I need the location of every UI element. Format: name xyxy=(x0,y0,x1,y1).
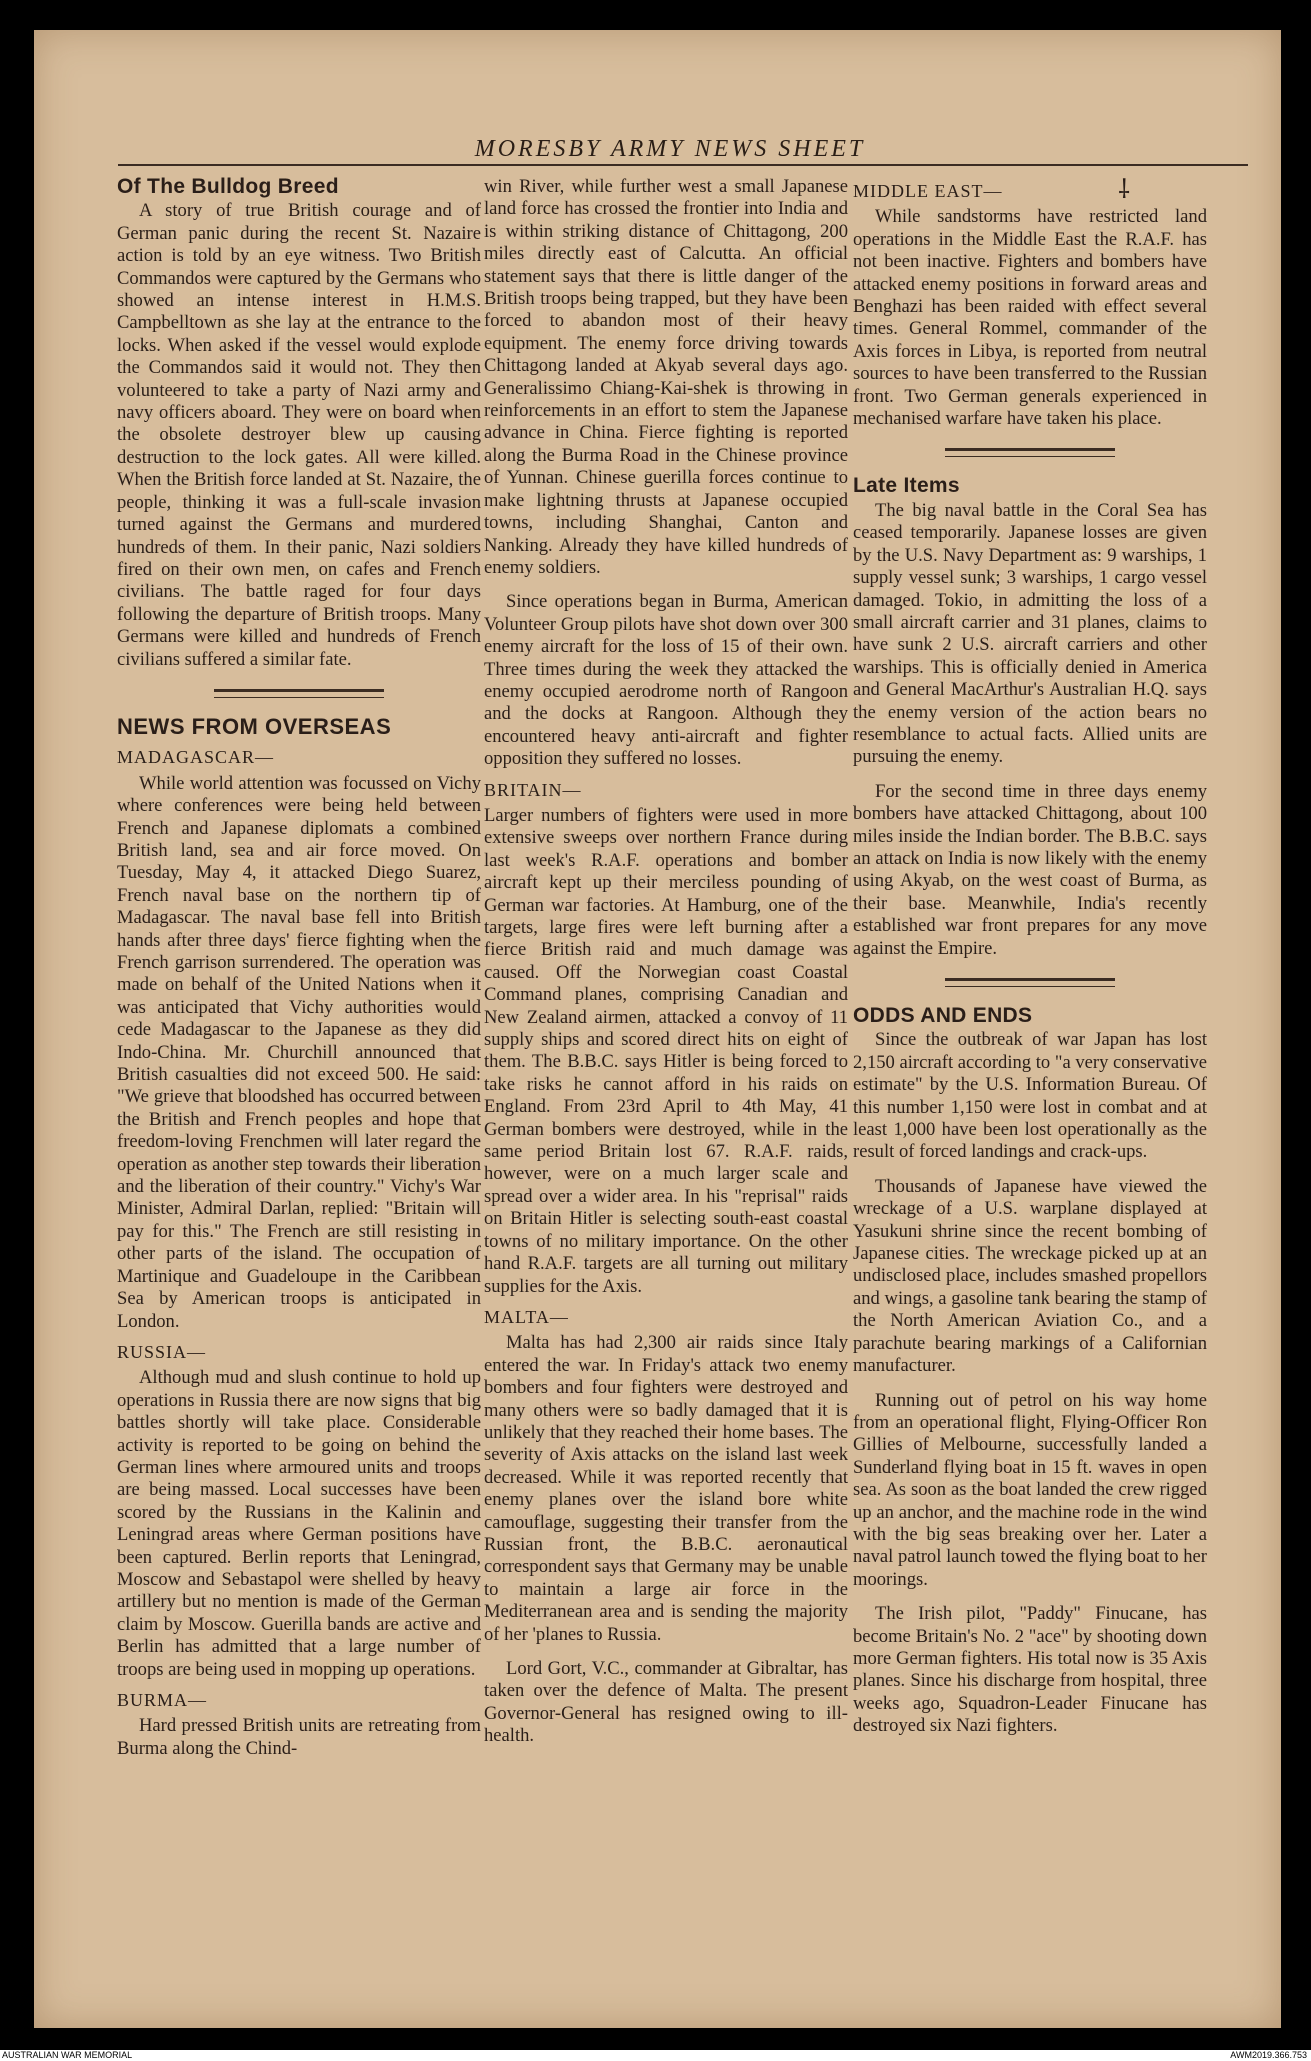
column-2 xyxy=(484,176,848,1748)
article-bulldog-breed: A story of true British courage and of German panic during the recent St. Nazaire action is told by an eye witness. Two British Commandos were captured by the Germans who showed an intense interest in H.M.S. Campbelltown as she lay at the entrance to the locks. When asked if the vessel would explode the Commandos said it would not. They then volunteered to take a party of Nazi army and navy officers aboard. They were on board when the obsolete destroyer blew up causing destruction to the lock gates. All were killed. When the British force landed at St. Nazaire, the people, thinking it was a full-scale invasion turned against the Germans and murdered hundreds of them. In their panic, Nazi soldiers fired on their own men, on cafes and French civilians. The battle raged for four days following the departure of British troops. Many Germans were killed and hundreds of French civilians suffered a similar fate. xyxy=(117,200,481,670)
subhead-britain: BRITAIN— xyxy=(484,779,582,800)
footer-accession-number: AWM2019.366.753 xyxy=(1230,2050,1307,2060)
subhead-malta: MALTA— xyxy=(484,1306,569,1327)
article-russia: Although mud and slush continue to hold up operations in Russia there are now signs that big battles shortly will take place. Considerable activity is reported to be going on behind the German lines where armoured units and troops are being massed. Local successes have been scored by the Russians in the Kalinin and Leningrad areas where German positions have been captured. Berlin reports that Leningrad, Moscow and Sebastapol were shelled by heavy artillery but no mention is made of the German claim by Moscow. Guerilla bands are active and Berlin has admitted that a large number of troops are being used in mopping up operations. xyxy=(117,1367,481,1680)
article-coral-sea: The big naval battle in the Coral Sea has ceased temporarily. Japanese losses are given by the U.S. Navy Department as: 9 warships, 1 supply vessel sunk; 3 warships, 1 cargo vessel damaged. Tokio, in admitting the loss of a small aircraft carrier and 31 planes, claims to have sunk 2 U.S. aircraft carriers and other warships. This is officially denied in America and General MacArthur's Australian H.Q. says the enemy version of the action bears no resemblance to actual facts. Allied units are pursuing the enemy. xyxy=(853,499,1207,768)
article-finucane: The Irish pilot, "Paddy" Finucane, has become Britain's No. 2 "ace" by shooting down more German fighters. His total now is 35 Axis planes. Since his discharge from hospital, three weeks ago, Squadron-Leader Finucane has destroyed six Nazi fighters. xyxy=(853,1603,1207,1737)
footer-bar xyxy=(0,2050,1311,2061)
column-3 xyxy=(853,176,1207,1738)
headline-odds-and-ends: ODDS AND ENDS xyxy=(853,1004,1033,1027)
headline-news-from-overseas: NEWS FROM OVERSEAS xyxy=(117,713,392,739)
article-japan-aircraft-losses: Since the outbreak of war Japan has lost 2,150 aircraft according to "a very conservative estimate" by the U.S. Information Bureau. Of this number 1,150 were lost in combat and at least 1,000 have been lost operationally as the result of forced landings and crack-ups. xyxy=(853,1029,1207,1163)
margin-mark: ⸸ xyxy=(1118,175,1131,205)
masthead-rule xyxy=(118,164,1248,166)
article-middle-east: While sandstorms have restricted land operations in the Middle East the R.A.F. has not been inactive. Fighters and bombers have attacked enemy positions in forward areas and Benghazi has been raided with effect several times. General Rommel, commander of the Axis forces in Libya, is reported from neutral sources to have been transferred to the Russian front. Two German generals experienced in mechanised warfare have taken his place. xyxy=(853,206,1207,430)
article-sunderland-landing: Running out of petrol on his way home from an operational flight, Flying-Officer Ron Gillies of Melbourne, successfully landed a Sunderland flying boat in 15 ft. waves in open sea. As soon as the boat landed the crew rigged up an anchor, and the machine rode in the wind with the big seas breaking over her. Later a naval patrol launch towed the flying boat to her moorings. xyxy=(853,1389,1207,1590)
subhead-burma: BURMA— xyxy=(117,1690,208,1710)
subhead-middle-east: MIDDLE EAST— xyxy=(853,181,1003,201)
article-avg-pilots: Since operations began in Burma, American Volunteer Group pilots have shot down over 300 enemy aircraft for the loss of 15 of their own. Three times during the week they attacked the enemy occupied aerodrome north of Rangoon and the docks at Rangoon. Although they encountered heavy anti-aircraft and fighter opposition they suffered no losses. xyxy=(484,591,848,770)
article-lord-gort: Lord Gort, V.C., commander at Gibraltar, has taken over the defence of Malta. The present Governor-General has resigned owing to ill-health. xyxy=(484,1658,848,1747)
headline-late-items: Late Items xyxy=(853,474,960,498)
article-yasukuni-wreckage: Thousands of Japanese have viewed the wreckage of a U.S. warplane displayed at Yasukuni shrine since the recent bombing of Japanese cities. The wreckage picked up at an undisclosed place, includes smashed propellors and wings, a gasoline tank bearing the stamp of the North American Aviation Co., and a parachute bearing markings of a Californian manufacturer. xyxy=(853,1175,1207,1377)
subhead-russia: RUSSIA— xyxy=(117,1341,207,1362)
article-britain: Larger numbers of fighters were used in more extensive sweeps over northern France during last week's R.A.F. operations and bomber aircraft kept up their merciless pounding of German war factories. At Hamburg, one of the targets, large fires were left burning after a fierce British raid and much damage was caused. Off the Norwegian coast Coastal Command planes, comprising Canadian and New Zealand airmen, attacked a convoy of 11 supply ships and scored direct hits on eight of them. The B.B.C. says Hitler is being forced to take risks he cannot afford in his raids on England. From 23rd April to 4th May, 41 German bombers were destroyed, while in the same period Britain lost 67. R.A.F. raids, however, were on a much larger scale and spread over a wider area. In his "reprisal" raids on Britain Hitler is selecting south-east coastal towns of no military importance. On the other hand R.A.F. targets are all turning out military supplies for the Axis. xyxy=(484,804,848,1297)
article-malta: Malta has had 2,300 air raids since Italy entered the war. In Friday's attack two enemy bombers and four fighters were destroyed and many others were so badly damaged that it is unlikely that they reached their home bases. The severity of Axis attacks on the island last week decreased. While it was reported recently that enemy planes over the island bore white camouflage, suggesting their transfer from the Russian front, the B.B.C. aeronautical correspondent says that Germany may be unable to maintain a large air force in the Mediterranean area and is sending the majority of her 'planes to Russia. xyxy=(484,1332,848,1645)
footer-credit: AUSTRALIAN WAR MEMORIAL xyxy=(2,2050,133,2060)
masthead-title: MORESBY ARMY NEWS SHEET xyxy=(474,136,866,162)
article-burma-continued: win River, while further west a small Japanese land force has crossed the frontier into India and is within striking distance of Chittagong, 200 miles directly east of Calcutta. An official statement says that there is little danger of the British troops being trapped, but they have been forced to abandon most of their heavy equipment. The enemy force driving towards Chittagong landed at Akyab several days ago. Generalissimo Chiang-Kai-shek is throwing in reinforcements in an effort to stem the Japanese advance in China. Fierce fighting is reported along the Burma Road in the Chinese province of Yunnan. Chinese guerilla forces continue to make lightning thrusts at Japanese occupied towns, including Shanghai, Canton and Nanking. Already they have killed hundreds of enemy soldiers. xyxy=(484,176,848,578)
article-chittagong: For the second time in three days enemy bombers have attacked Chittagong, about 100 miles inside the Indian border. The B.B.C. says an attack on India is now likely with the enemy using Akyab, on the west coast of Burma, as their base. Meanwhile, India's recently established war front prepares for any move against the Empire. xyxy=(853,780,1207,959)
subhead-madagascar: MADAGASCAR— xyxy=(117,747,275,768)
column-1 xyxy=(117,176,481,1760)
section-divider xyxy=(214,689,384,698)
article-burma: Hard pressed British units are retreating from Burma along the Chind- xyxy=(117,1715,481,1759)
article-madagascar: While world attention was focussed on Vichy where conferences were being held between French and Japanese diplomats a combined British land, sea and air force moved. On Tuesday, May 4, it attacked Diego Suarez, French naval base on the northern tip of Madagascar. The naval base fell into British hands after three days' fierce fighting when the French garrison surrendered. The operation was made on behalf of the United Nations when it was anticipated that Vichy authorities would cede Madagascar to the Japanese as they did Indo-China. Mr. Churchill announced that British casualties did not exceed 500. He said: "We grieve that bloodshed has occurred between the British and French peoples and hope that freedom-loving Frenchmen will later regard the operation as another step towards their liberation and the liberation of their country." Vichy's War Minister, Admiral Darlan, replied: "Britain will pay for this." The French are still resisting in other parts of the island. The occupation of Martinique and Guadeloupe in the Caribbean Sea by American troops is anticipated in London. xyxy=(117,772,481,1332)
section-divider xyxy=(945,448,1115,457)
headline-bulldog-breed: Of The Bulldog Breed xyxy=(117,175,339,198)
section-divider xyxy=(945,978,1115,987)
